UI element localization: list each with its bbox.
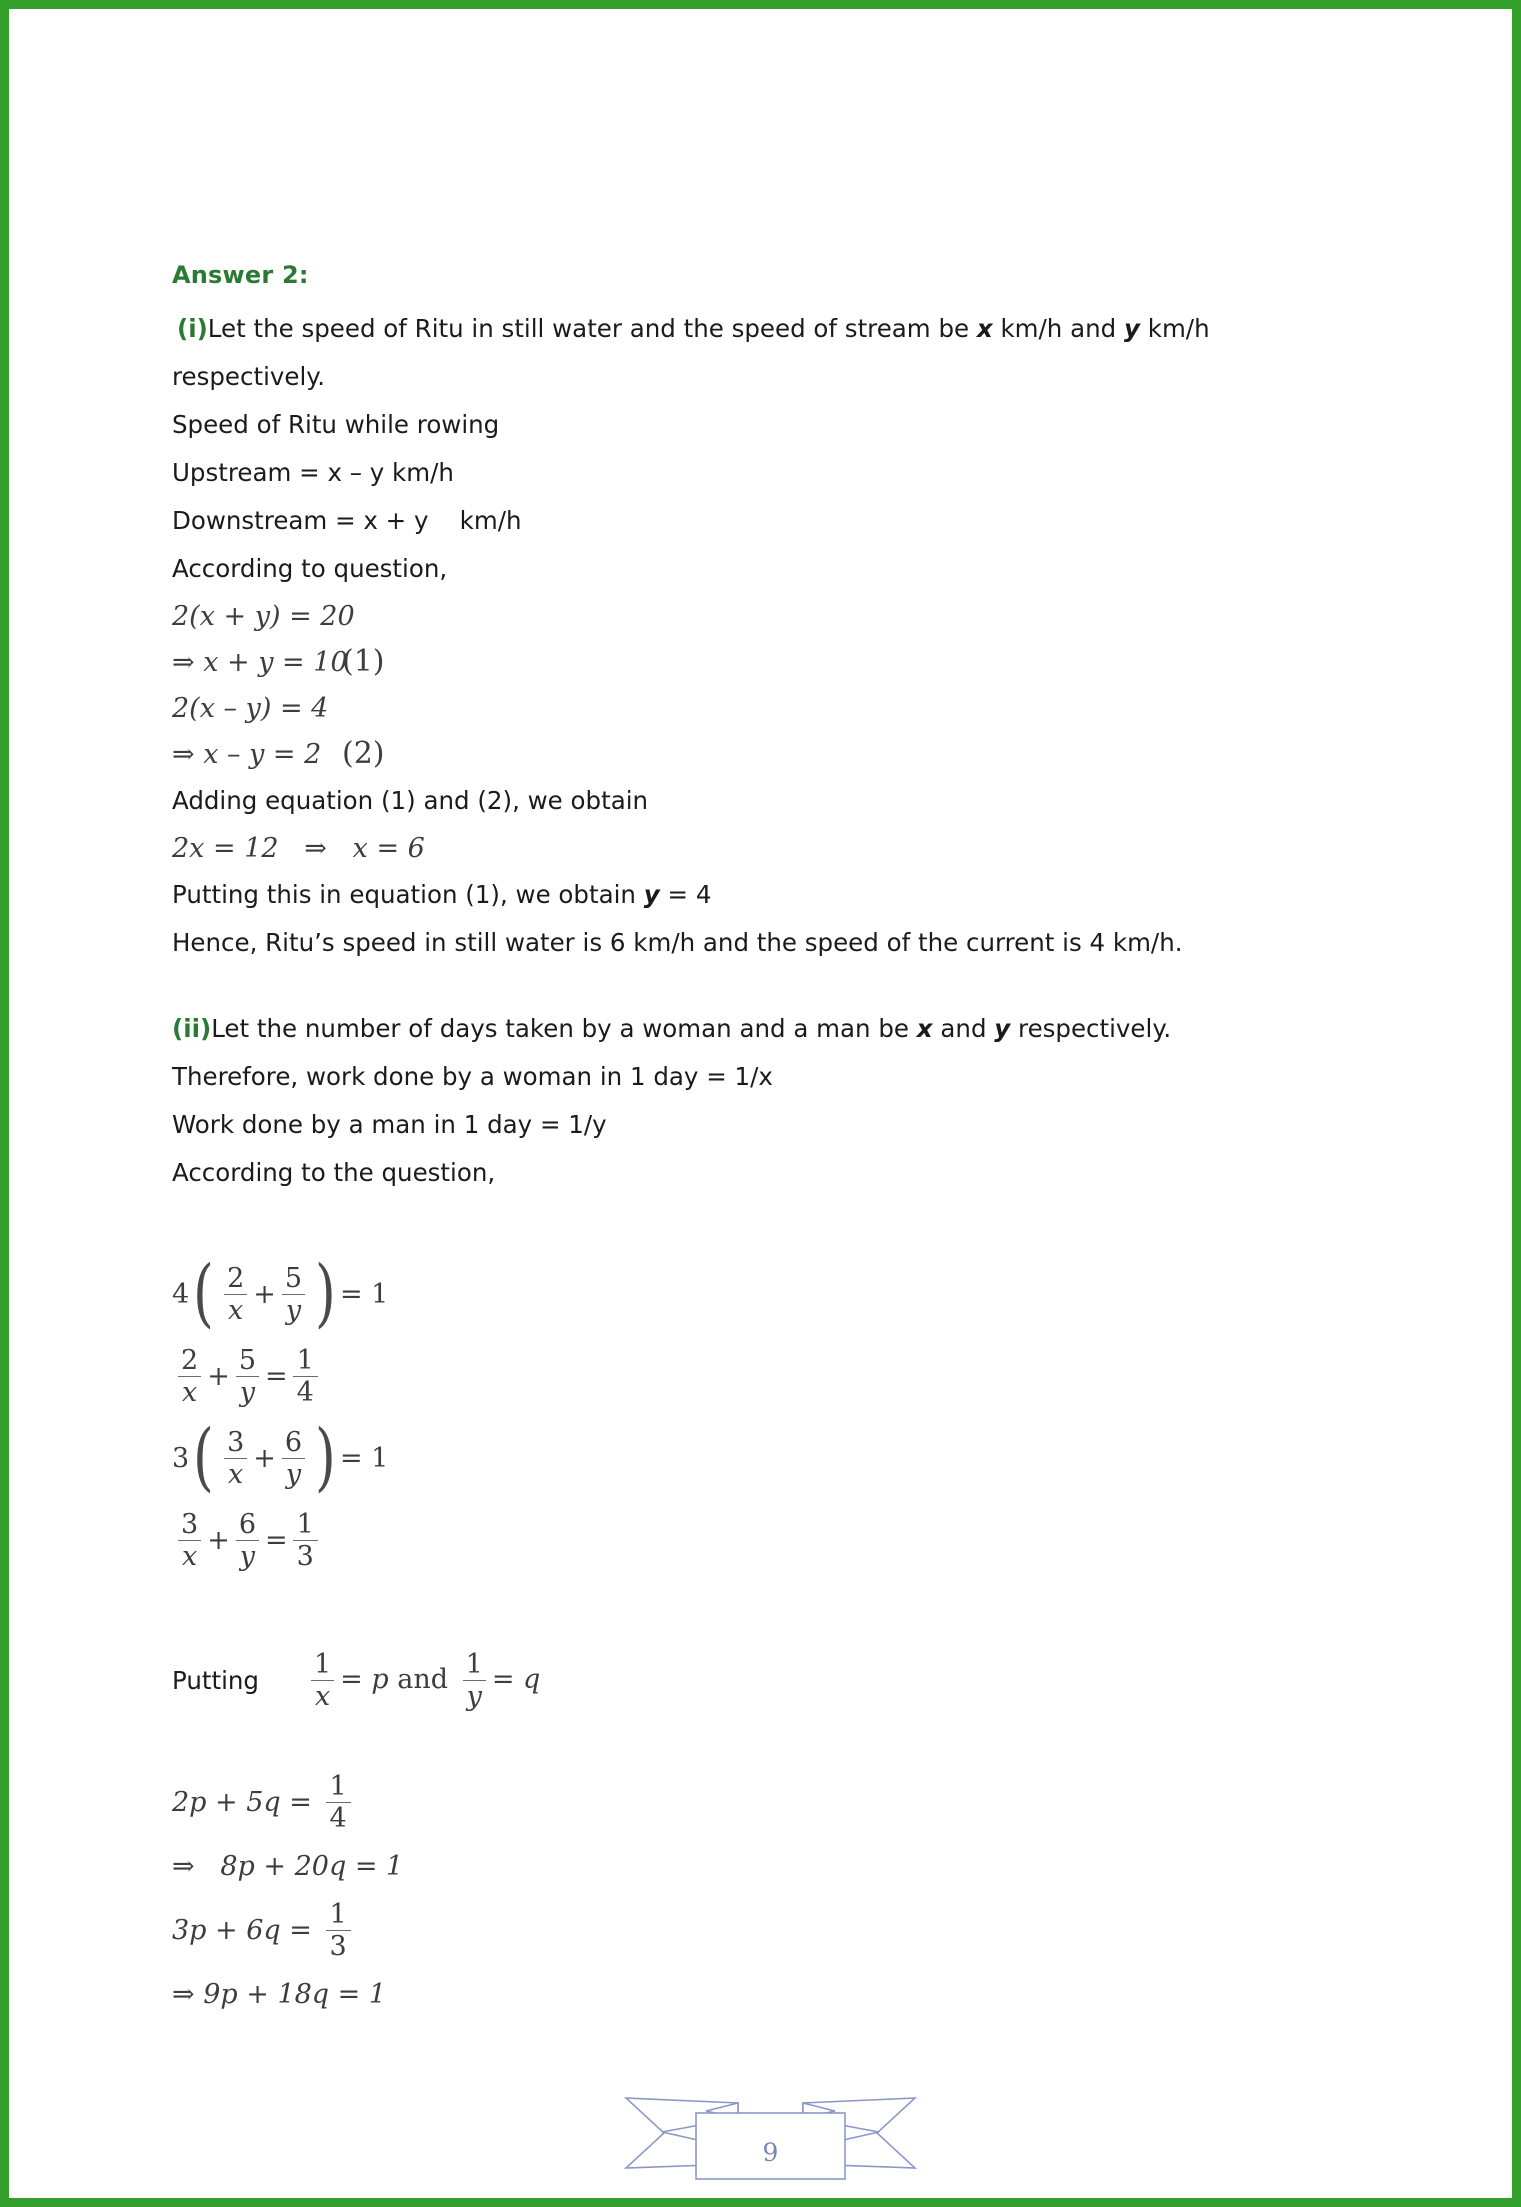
fraction-1-over-4 (326, 1770, 351, 1834)
part-ii-line-3: Work done by a man in 1 day = 1/y (172, 1110, 607, 1139)
numerator: 2 (181, 1344, 199, 1376)
equation-c-row (172, 1414, 1352, 1501)
fraction-1-over-3 (293, 1508, 318, 1572)
part-i-var-x: x (976, 314, 993, 343)
numerator: 3 (227, 1426, 245, 1458)
denominator: y (463, 1680, 486, 1710)
math-spacer-1 (172, 1197, 1352, 1253)
part-i-line-1 (172, 305, 1352, 353)
numerator: 6 (284, 1426, 303, 1458)
equation-d-plus: + (207, 1524, 230, 1556)
equation-d-row (172, 1499, 1352, 1581)
part-i-text-a: Let the speed of Ritu in still water and the speed of stream be (207, 314, 977, 343)
equation-b-plus: + (207, 1360, 230, 1392)
left-paren-icon: ( (193, 1250, 215, 1337)
part-i-text-b: km/h and (992, 314, 1124, 343)
subst-var-p: p (371, 1663, 389, 1695)
fraction-6-over-y (235, 1508, 260, 1572)
equation-4-tag: (2) (342, 736, 385, 771)
substitution-row (172, 1637, 1352, 1723)
fraction-2-over-x (177, 1344, 202, 1408)
substitution-math (305, 1648, 541, 1712)
equation-c-plus: + (253, 1442, 276, 1474)
part-i-marker: (i) (177, 314, 208, 343)
equation-d-equals: = (265, 1524, 288, 1556)
equation-block-3 (172, 1250, 1352, 1581)
numerator: 1 (296, 1508, 314, 1540)
equation-4: ⇒ x – y = 2 (172, 738, 322, 770)
part-i-line-8-text-b: = 4 (659, 880, 712, 909)
equation-5: 2x = 12 ⇒ x = 6 (172, 832, 425, 864)
denominator: x (224, 1458, 247, 1488)
denominator: x (224, 1294, 247, 1324)
numerator: 3 (181, 1508, 199, 1540)
numerator: 6 (238, 1508, 256, 1540)
part-i-line-5: Downstream = x + y km/h (172, 506, 522, 535)
part-ii-text-b: and (932, 1014, 995, 1043)
denominator: 3 (326, 1930, 351, 1960)
part-i-line-6: According to question, (172, 554, 448, 583)
denominator: x (178, 1540, 201, 1570)
part-ii-text-a: Let the number of days taken by a woman and a man be (211, 1014, 917, 1043)
equation-c-rhs: = 1 (339, 1442, 389, 1474)
part-ii-line-1 (172, 1005, 1352, 1053)
equation-b-row (172, 1335, 1352, 1417)
denominator: x (178, 1376, 201, 1406)
answer-heading: Answer 2: (172, 261, 309, 289)
equation-a-coefficient: 4 (172, 1278, 190, 1310)
denominator: y (236, 1540, 259, 1570)
right-paren-icon: ) (315, 1250, 336, 1337)
equation-5-row (172, 825, 1352, 871)
equation-2: ⇒ x + y = 10 (172, 646, 348, 678)
putting-label: Putting (172, 1665, 259, 1695)
equation-h-row (172, 1971, 1352, 2017)
equation-b-equals: = (265, 1360, 288, 1392)
part-i-line-2: respectively. (172, 362, 326, 391)
numerator: 1 (313, 1648, 332, 1680)
numerator: 5 (284, 1262, 303, 1294)
equation-block-1 (172, 593, 1352, 777)
part-i-line-7: Adding equation (1) and (2), we obtain (172, 786, 649, 815)
subst-equals-1: = (340, 1663, 372, 1695)
fraction-5-over-y (281, 1262, 306, 1326)
equation-4-row (172, 731, 1352, 777)
fraction-1-over-y (462, 1648, 487, 1712)
part-i-line-3: Speed of Ritu while rowing (172, 410, 500, 439)
fraction-6-over-y (281, 1426, 306, 1490)
fraction-2-over-x (223, 1262, 248, 1326)
subst-equals-2: = (491, 1663, 524, 1695)
part-i-text-c: km/h (1139, 314, 1210, 343)
numerator: 2 (227, 1262, 245, 1294)
numerator: 1 (329, 1770, 347, 1802)
numerator: 1 (465, 1648, 483, 1680)
fraction-3-over-x (223, 1426, 248, 1490)
numerator: 1 (329, 1898, 347, 1930)
equation-3: 2(x – y) = 4 (172, 692, 329, 724)
equation-a-row (172, 1250, 1352, 1337)
denominator: 4 (326, 1802, 351, 1832)
right-paren-icon: ) (315, 1414, 336, 1501)
equation-a-plus: + (253, 1278, 276, 1310)
document-content (172, 261, 1352, 2017)
numerator: 1 (296, 1344, 314, 1376)
equation-g-row (172, 1889, 1352, 1971)
equation-f-row (172, 1843, 1352, 1889)
page-number-ribbon (618, 2086, 923, 2194)
subst-and: and (388, 1663, 457, 1695)
equation-block-2 (172, 825, 1352, 871)
part-ii-text-c: respectively. (1010, 1014, 1172, 1043)
equation-e-lhs: 2p + 5q = (172, 1786, 321, 1818)
equation-3-row (172, 685, 1352, 731)
math-spacer-3 (172, 1723, 1352, 1761)
section-spacer (172, 967, 1352, 1005)
part-ii-var-x: x (916, 1014, 933, 1043)
equation-e-row (172, 1761, 1352, 1843)
equation-block-4 (172, 1761, 1352, 2017)
part-i-line-8-var: y (643, 880, 660, 909)
equation-1-row (172, 593, 1352, 639)
equation-g-lhs: 3p + 6q = (172, 1914, 321, 1946)
part-ii-line-2: Therefore, work done by a woman in 1 day = 1/x (172, 1062, 773, 1091)
part-i-line-8-text: Putting this in equation (1), we obtain (172, 880, 644, 909)
equation-2-tag: (1) (342, 644, 385, 679)
denominator: y (282, 1294, 305, 1324)
part-ii-line-4: According to the question, (172, 1158, 496, 1187)
part-i-line-4: Upstream = x – y km/h (172, 458, 454, 487)
fraction-5-over-y (235, 1344, 260, 1408)
math-spacer-2 (172, 1581, 1352, 1637)
part-i-var-y: y (1123, 314, 1140, 343)
part-ii-marker: (ii) (172, 1014, 212, 1043)
part-i-line-8 (172, 871, 1352, 919)
fraction-3-over-x (177, 1508, 202, 1572)
denominator: 4 (293, 1376, 318, 1406)
equation-f: ⇒ 8p + 20q = 1 (172, 1850, 404, 1882)
equation-2-row (172, 639, 1352, 685)
fraction-1-over-x (310, 1648, 335, 1712)
equation-1: 2(x + y) = 20 (172, 600, 355, 632)
part-i-conclusion: Hence, Ritu’s speed in still water is 6 km/h and the speed of the current is 4 km/h. (172, 928, 1183, 957)
fraction-1-over-4 (293, 1344, 318, 1408)
numerator: 5 (238, 1344, 256, 1376)
page-number: 9 (762, 2138, 779, 2167)
fraction-1-over-3 (326, 1898, 351, 1962)
left-paren-icon: ( (193, 1414, 215, 1501)
denominator: y (282, 1458, 305, 1488)
denominator: x (311, 1680, 334, 1710)
part-ii-var-y: y (994, 1014, 1011, 1043)
equation-h: ⇒ 9p + 18q = 1 (172, 1978, 387, 2010)
denominator: 3 (293, 1540, 318, 1570)
equation-c-coefficient: 3 (172, 1442, 190, 1474)
equation-a-rhs: = 1 (339, 1278, 389, 1310)
denominator: y (236, 1376, 259, 1406)
subst-var-q: q (523, 1663, 541, 1695)
